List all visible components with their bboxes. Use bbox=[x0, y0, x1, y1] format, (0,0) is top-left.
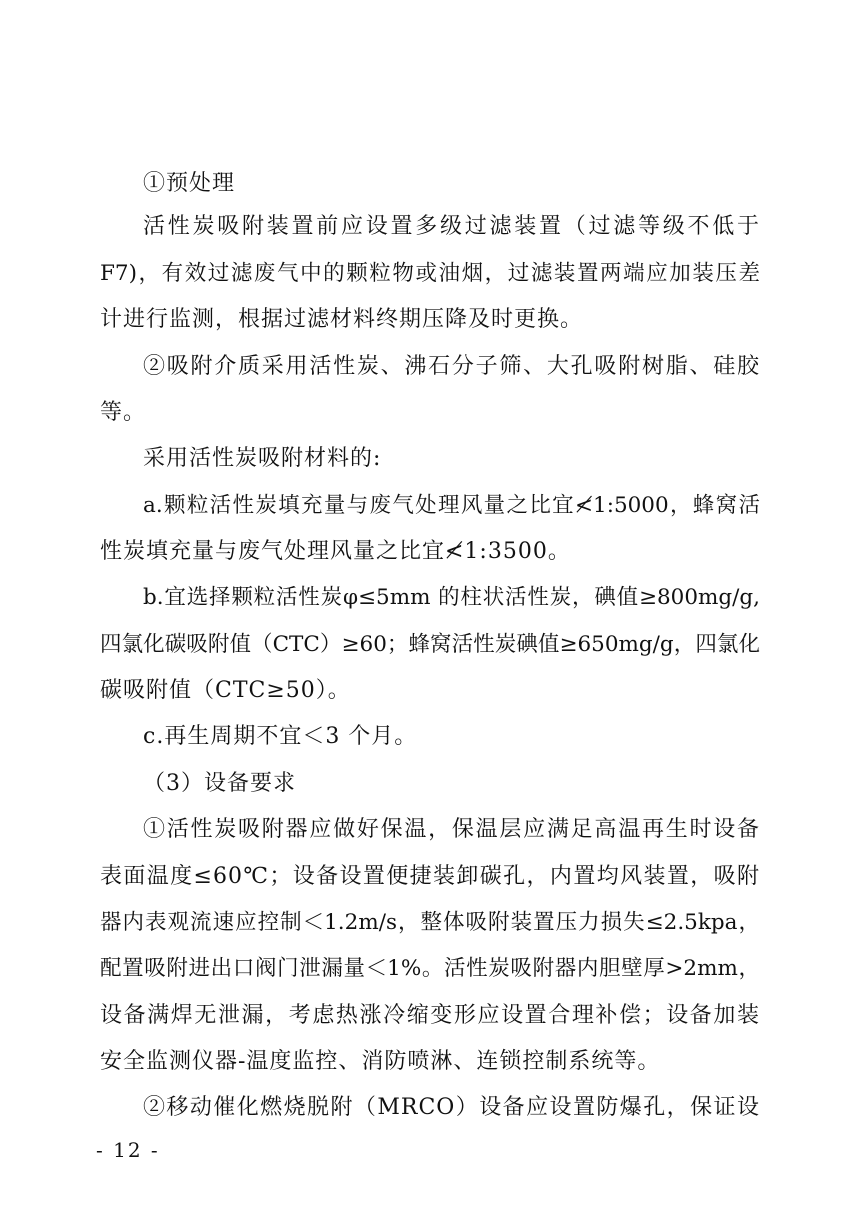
paragraph-line: 配置吸附进出口阀门泄漏量＜1%。活性炭吸附器内胆壁厚>2mm， bbox=[100, 956, 760, 981]
paragraph-line: 表面温度≤60℃；设备设置便捷装卸碳孔，内置均风装置，吸附 bbox=[100, 864, 760, 889]
section-heading-equipment: （3）设备要求 bbox=[143, 771, 296, 796]
paragraph-line: b.宜选择颗粒活性炭φ≤5mm 的柱状活性炭，碘值≥800mg/g, bbox=[143, 585, 760, 610]
paragraph-line: 计进行监测，根据过滤材料终期压降及时更换。 bbox=[100, 307, 584, 332]
paragraph-line: ②吸附介质采用活性炭、沸石分子筛、大孔吸附树脂、硅胶 bbox=[143, 354, 760, 379]
paragraph-line: c.再生周期不宜＜3 个月。 bbox=[143, 724, 418, 749]
paragraph-line: 碳吸附值（CTC≥50）。 bbox=[100, 678, 351, 703]
heading-pretreatment: ①预处理 bbox=[143, 171, 236, 196]
page-number: - 12 - bbox=[96, 1138, 160, 1162]
paragraph-line: 等。 bbox=[100, 400, 147, 425]
paragraph-line: ②移动催化燃烧脱附（MRCO）设备应设置防爆孔，保证设 bbox=[143, 1095, 760, 1120]
paragraph-line: 安全监测仪器-温度监控、消防喷淋、连锁控制系统等。 bbox=[100, 1049, 661, 1074]
paragraph-line: F7)，有效过滤废气中的颗粒物或油烟，过滤装置两端应加装压差 bbox=[100, 261, 760, 286]
paragraph-line: 四氯化碳吸附值（CTC）≥60；蜂窝活性炭碘值≥650mg/g，四氯化 bbox=[100, 632, 760, 657]
paragraph-line: a.颗粒活性炭填充量与废气处理风量之比宜≮1:5000，蜂窝活 bbox=[143, 493, 760, 518]
paragraph-line: 活性炭吸附装置前应设置多级过滤装置（过滤等级不低于 bbox=[143, 214, 760, 239]
paragraph-line: 器内表观流速应控制＜1.2m/s，整体吸附装置压力损失≤2.5kpa， bbox=[100, 910, 760, 935]
paragraph-line: 设备满焊无泄漏，考虑热涨冷缩变形应设置合理补偿；设备加装 bbox=[100, 1003, 760, 1028]
paragraph-line: 性炭填充量与废气处理风量之比宜≮1:3500。 bbox=[100, 539, 571, 564]
paragraph-line: 采用活性炭吸附材料的: bbox=[143, 446, 382, 471]
paragraph-line: ①活性炭吸附器应做好保温，保温层应满足高温再生时设备 bbox=[143, 817, 760, 842]
